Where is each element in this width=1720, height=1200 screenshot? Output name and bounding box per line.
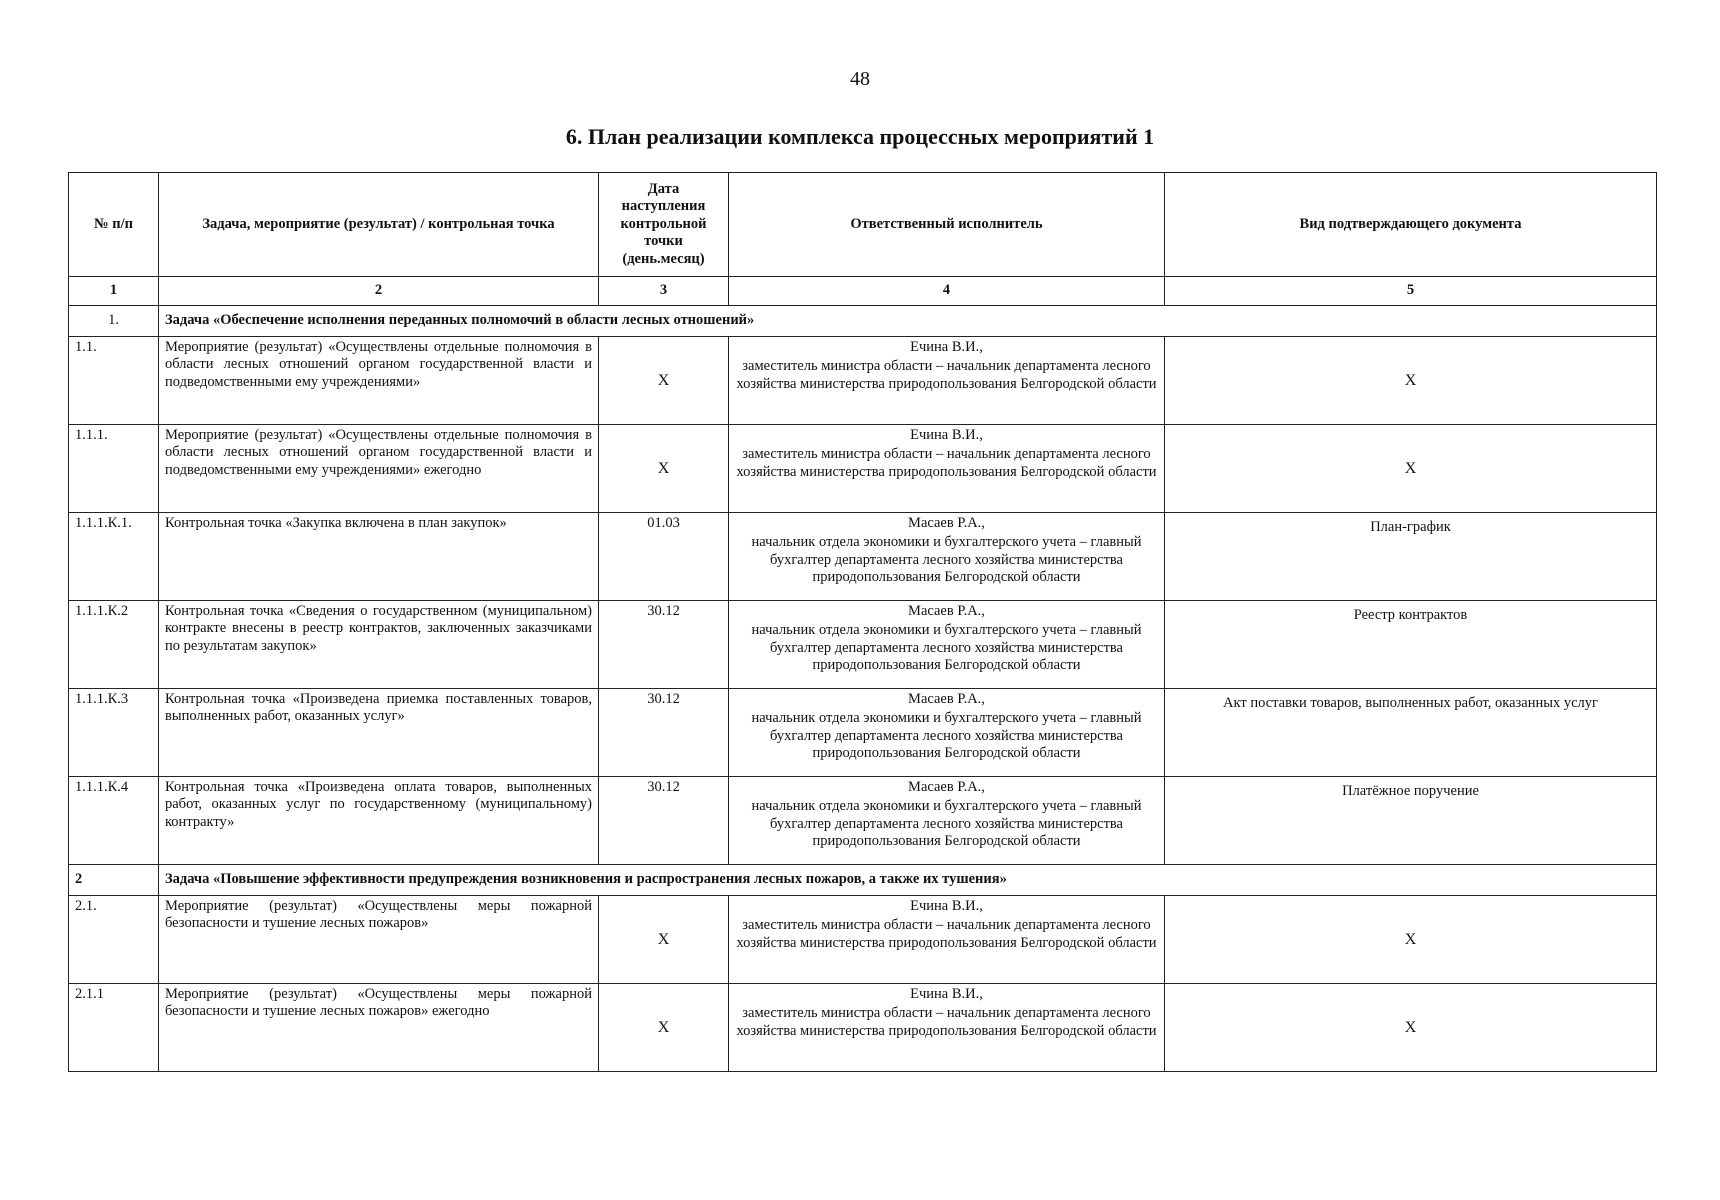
table-header-row [69, 173, 1657, 277]
column-number: 4 [729, 277, 1165, 306]
row-executor [729, 513, 1165, 601]
column-number: 1 [69, 277, 159, 306]
row-date: 01.03 [599, 513, 729, 601]
executor-name: Ечина В.И., [910, 427, 983, 443]
row-document: Реестр контрактов [1165, 601, 1657, 689]
row-date: 30.12 [599, 777, 729, 865]
executor-role: начальник отдела экономики и бухгалтерского учета – главный бухгалтер департамента лесного хозяйства министерства природопользования Белгородской области [751, 798, 1142, 850]
table-row [69, 896, 1657, 984]
row-num: 1.1.1. [69, 425, 159, 513]
row-date: X [599, 984, 729, 1072]
task-num: 2 [69, 865, 159, 896]
row-executor [729, 425, 1165, 513]
executor-role: начальник отдела экономики и бухгалтерского учета – главный бухгалтер департамента лесного хозяйства министерства природопользования Белгородской области [751, 710, 1142, 762]
row-num: 1.1.1.К.4 [69, 777, 159, 865]
executor-name: Масаев Р.А., [908, 779, 985, 795]
page-title: 6. План реализации комплекса процессных мероприятий 1 [565, 124, 1155, 149]
header-num: № п/п [69, 173, 159, 277]
row-executor [729, 777, 1165, 865]
column-number: 5 [1165, 277, 1657, 306]
table-row [69, 777, 1657, 865]
row-executor [729, 689, 1165, 777]
row-document: X [1165, 425, 1657, 513]
row-executor [729, 984, 1165, 1072]
row-document: План-график [1165, 513, 1657, 601]
row-num: 2.1. [69, 896, 159, 984]
row-date: X [599, 337, 729, 425]
executor-role: заместитель министра области – начальник департамента лесного хозяйства министерства природопользования Белгородской области [736, 1005, 1157, 1039]
table-row [69, 689, 1657, 777]
task-num: 1. [69, 306, 159, 337]
table-row [69, 601, 1657, 689]
row-text: Мероприятие (результат) «Осуществлены меры пожарной безопасности и тушение лесных пожаров» [159, 896, 599, 984]
plan-table [68, 172, 1657, 1072]
column-number: 3 [599, 277, 729, 306]
row-document: Акт поставки товаров, выполненных работ, оказанных услуг [1165, 689, 1657, 777]
row-text: Мероприятие (результат) «Осуществлены отдельные полномочия в области лесных отношений органом государственной власти и подведомственными ему учреждениями» ежегодно [159, 425, 599, 513]
row-num: 1.1.1.К.1. [69, 513, 159, 601]
row-text: Контрольная точка «Произведена оплата товаров, выполненных работ, оказанных услуг по государственному (муниципальному) контракту» [159, 777, 599, 865]
table-row [69, 984, 1657, 1072]
executor-role: начальник отдела экономики и бухгалтерского учета – главный бухгалтер департамента лесного хозяйства министерства природопользования Белгородской области [751, 622, 1142, 674]
row-date: X [599, 425, 729, 513]
row-date: 30.12 [599, 601, 729, 689]
table-row [69, 513, 1657, 601]
row-num: 1.1.1.К.3 [69, 689, 159, 777]
page-number: 48 [850, 68, 870, 90]
row-text: Контрольная точка «Закупка включена в план закупок» [159, 513, 599, 601]
row-document: X [1165, 337, 1657, 425]
executor-name: Масаев Р.А., [908, 691, 985, 707]
row-document: X [1165, 984, 1657, 1072]
row-num: 1.1. [69, 337, 159, 425]
row-text: Контрольная точка «Сведения о государственном (муниципальном) контракте внесены в реестр контрактов, заключенных заказчиками по результатам закупок» [159, 601, 599, 689]
row-num: 1.1.1.К.2 [69, 601, 159, 689]
column-number: 2 [159, 277, 599, 306]
row-document: X [1165, 896, 1657, 984]
executor-role: заместитель министра области – начальник департамента лесного хозяйства министерства природопользования Белгородской области [736, 446, 1157, 480]
executor-name: Ечина В.И., [910, 898, 983, 914]
executor-name: Масаев Р.А., [908, 515, 985, 531]
row-executor [729, 337, 1165, 425]
executor-role: заместитель министра области – начальник департамента лесного хозяйства министерства природопользования Белгородской области [736, 358, 1157, 392]
row-text: Мероприятие (результат) «Осуществлены меры пожарной безопасности и тушение лесных пожаров» ежегодно [159, 984, 599, 1072]
task-text: Задача «Обеспечение исполнения переданных полномочий в области лесных отношений» [159, 306, 1657, 337]
task-text: Задача «Повышение эффективности предупреждения возникновения и распространения лесных пожаров, а также их тушения» [159, 865, 1657, 896]
row-text: Мероприятие (результат) «Осуществлены отдельные полномочия в области лесных отношений органом государственной власти и подведомственными ему учреждениями» [159, 337, 599, 425]
executor-name: Ечина В.И., [910, 339, 983, 355]
row-executor [729, 601, 1165, 689]
row-num: 2.1.1 [69, 984, 159, 1072]
column-numbers-row [69, 277, 1657, 306]
row-executor [729, 896, 1165, 984]
row-date: X [599, 896, 729, 984]
row-document: Платёжное поручение [1165, 777, 1657, 865]
header-executor: Ответственный исполнитель [729, 173, 1165, 277]
header-document: Вид подтверждающего документа [1165, 173, 1657, 277]
executor-role: начальник отдела экономики и бухгалтерского учета – главный бухгалтер департамента лесного хозяйства министерства природопользования Белгородской области [751, 534, 1142, 586]
row-text: Контрольная точка «Произведена приемка поставленных товаров, выполненных работ, оказанных услуг» [159, 689, 599, 777]
table-row [69, 425, 1657, 513]
task-row [69, 306, 1657, 337]
header-task: Задача, мероприятие (результат) / контрольная точка [159, 173, 599, 277]
task-row [69, 865, 1657, 896]
executor-name: Ечина В.И., [910, 986, 983, 1002]
executor-role: заместитель министра области – начальник департамента лесного хозяйства министерства природопользования Белгородской области [736, 917, 1157, 951]
executor-name: Масаев Р.А., [908, 603, 985, 619]
row-date: 30.12 [599, 689, 729, 777]
header-date: Дата наступления контрольной точки (день.месяц) [599, 173, 729, 277]
table-row [69, 337, 1657, 425]
